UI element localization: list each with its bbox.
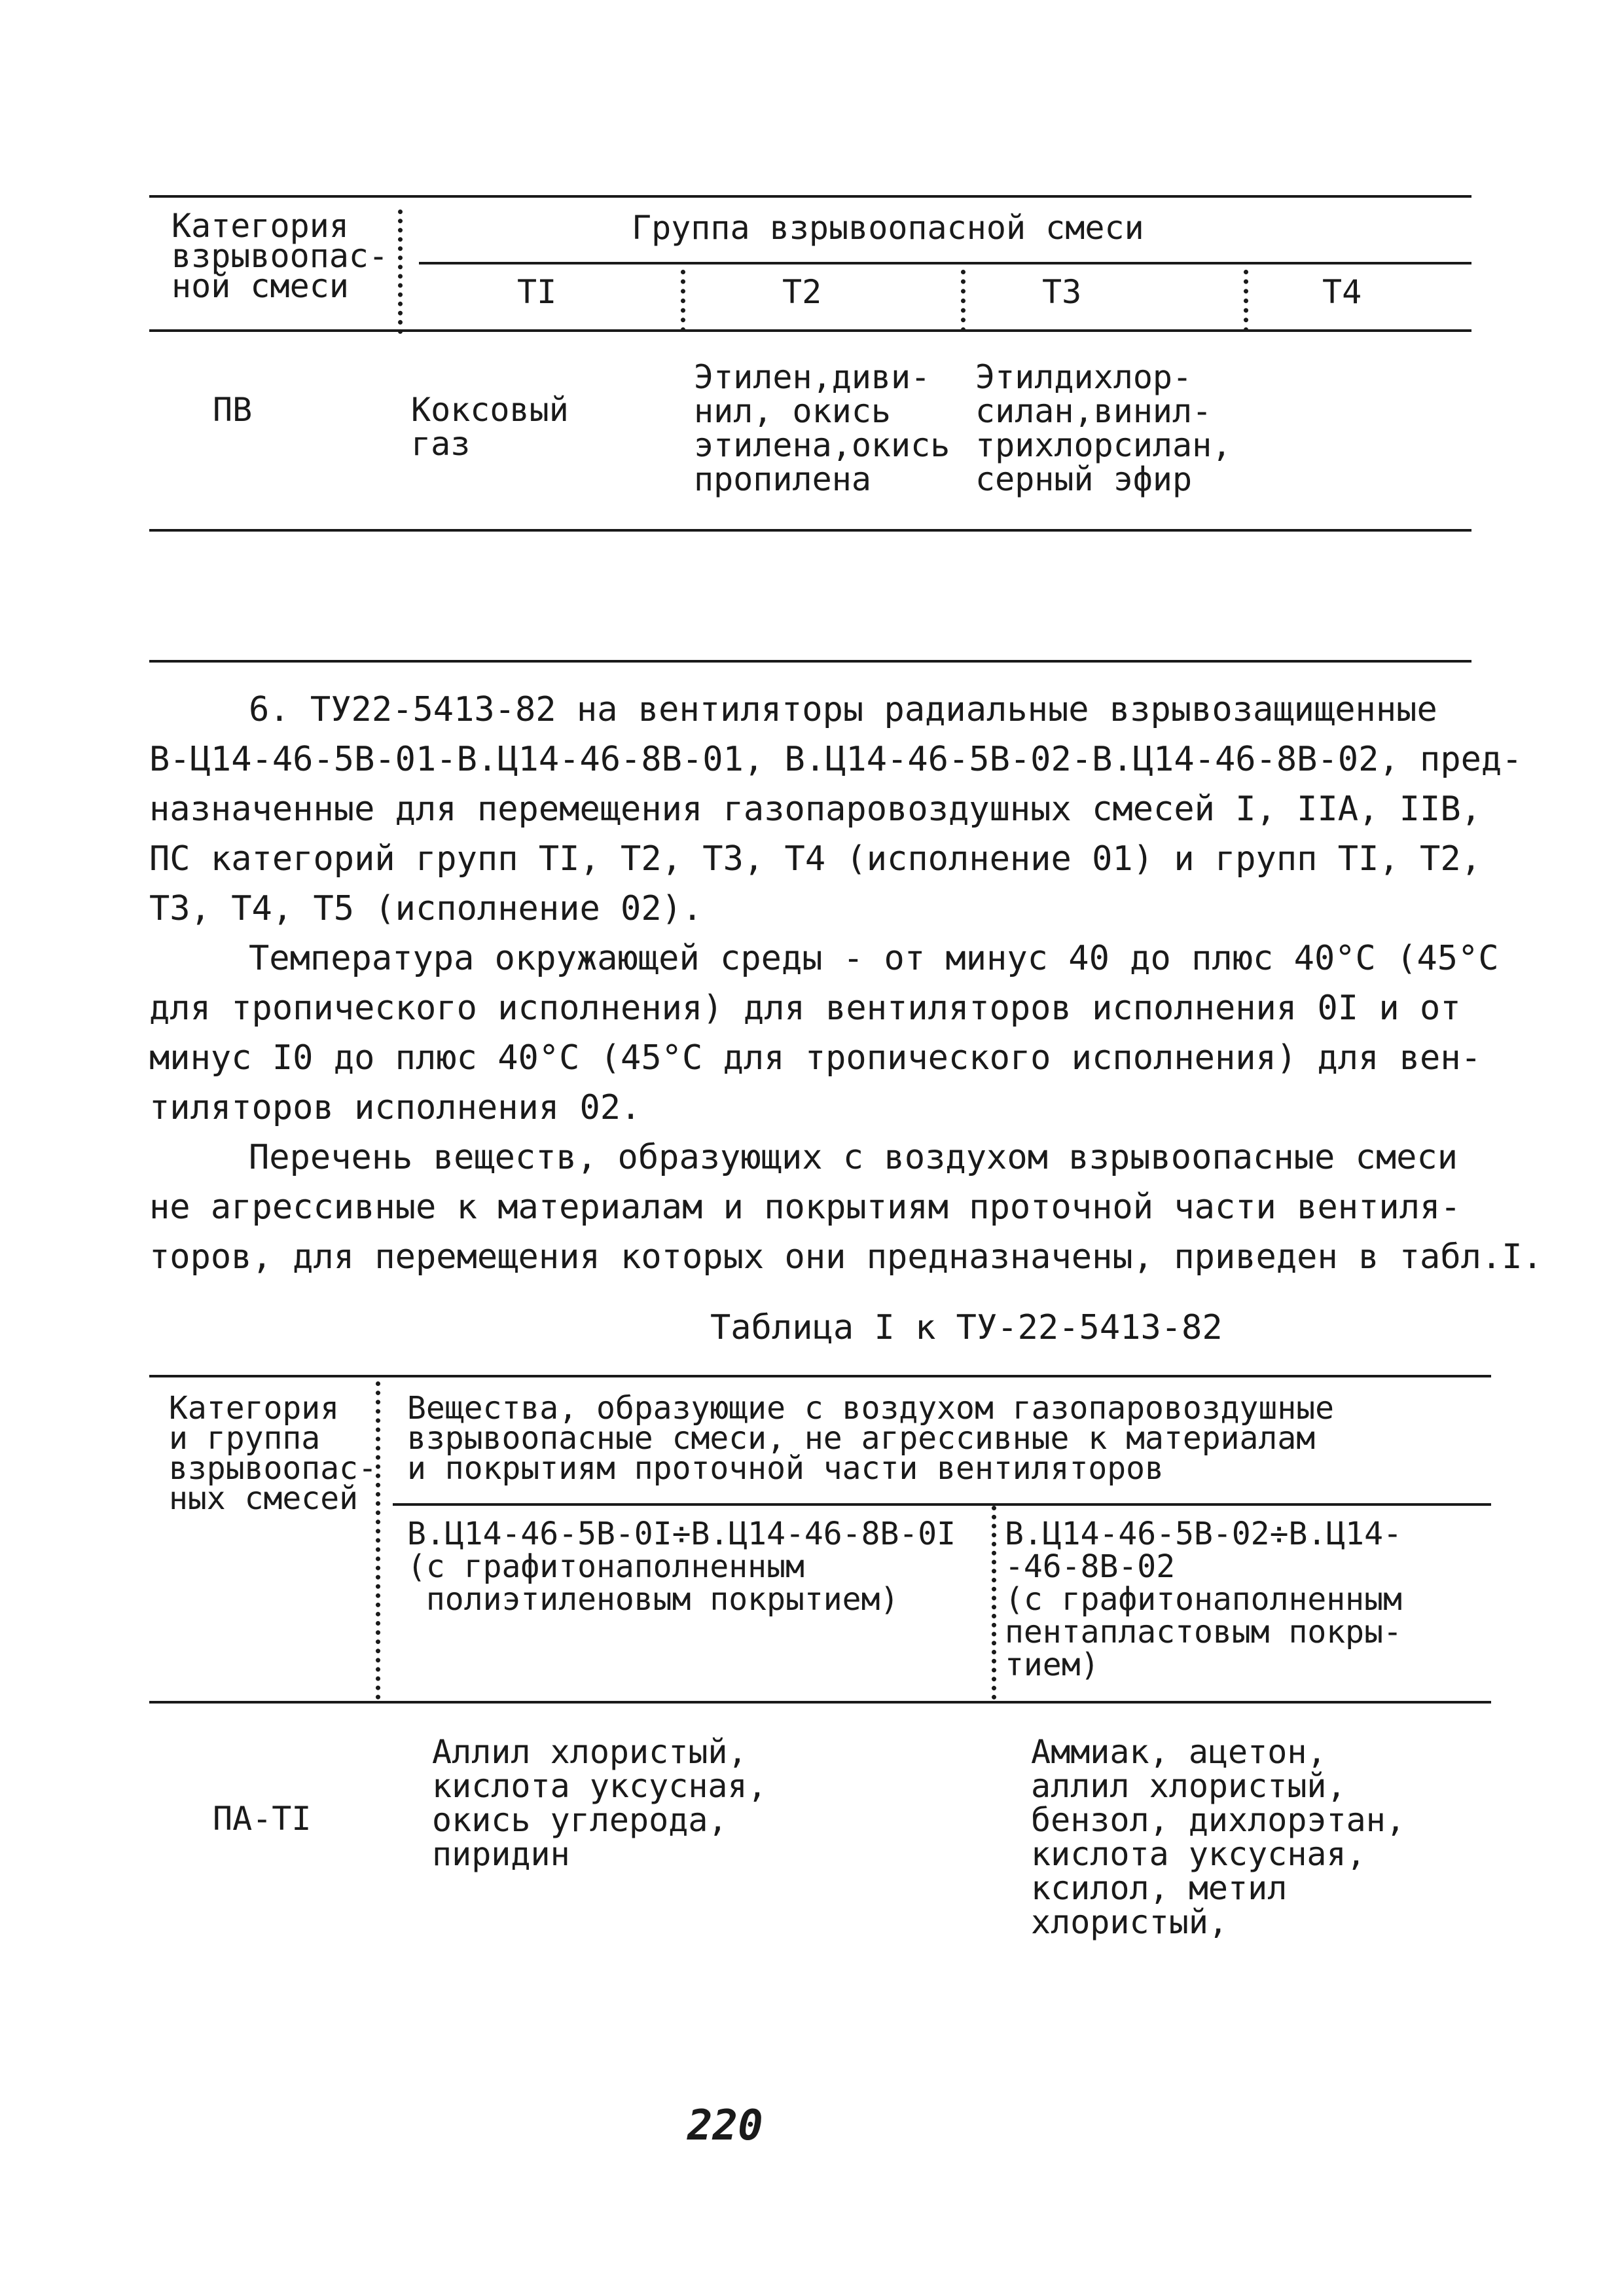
top-table-row-t3: Этилдихлор- силан,винил- трихлорсилан, серный эфир (975, 358, 1232, 498)
table-1-row-col-a: Аллил хлористый, кислота уксусная, окись углерода, пиридин (432, 1733, 767, 1873)
table-1-rule-top (149, 1375, 1491, 1377)
paragraph-substances-line: торов, для перемещения которых они предназначены, приведен в табл.I. (149, 1237, 1543, 1277)
table-1-caption: Таблица I к ТУ-22-5413-82 (710, 1308, 1223, 1347)
top-table-divider-t2-t3 (961, 270, 965, 332)
top-table-header-category: Категория взрывоопас- ной смеси (171, 207, 389, 305)
top-table-header-t2: T2 (782, 273, 822, 311)
table-1-header-col-a: В.Ц14-46-5В-0I÷В.Ц14-46-8В-0I (с графитонаполненным полиэтиленовым покрытием) (407, 1516, 956, 1618)
paragraph-6-line: ПС категорий групп TI, T2, T3, T4 (исполнение 01) и групп TI, T2, (149, 839, 1481, 879)
top-table-header-group: Группа взрывоопасной смеси (632, 209, 1144, 247)
table-1-row-col-b: Аммиак, ацетон, аллил хлористый, бензол, дихлорэтан, кислота уксусная, ксилол, метил хлористый, (1031, 1733, 1405, 1941)
table-1-header-substances: Вещества, образующие с воздухом газопаровоздушные взрывоопасные смеси, не агрессивные к материалам и покрытиям проточной части вентиляторов (407, 1390, 1335, 1487)
top-table-row-t1: Коксовый газ (411, 391, 569, 463)
top-table-rule-top (149, 195, 1471, 198)
top-table-header-t4: T4 (1322, 273, 1362, 311)
top-table-header-t1: TI (517, 273, 557, 311)
table-1-row-category: ПА-TI (213, 1800, 312, 1838)
section-separator-rule (149, 660, 1471, 663)
top-table-rule-header-bottom (149, 329, 1471, 332)
paragraph-6-line: назначенные для перемещения газопаровоздушных смесей I, IIA, IIB, (149, 790, 1481, 829)
paragraph-6-line: T3, T4, T5 (исполнение 02). (149, 889, 703, 928)
paragraph-temperature-line: Температура окружающей среды - от минус 40 до плюс 40°C (45°C (249, 939, 1499, 978)
table-1-header-category: Категория и группа взрывоопас- ных смесей (169, 1390, 377, 1517)
paragraph-6-line: В-Ц14-46-5В-01-В.Ц14-46-8В-01, В.Ц14-46-5В-02-В.Ц14-46-8В-02, пред- (149, 740, 1523, 779)
paragraph-temperature-line: для тропического исполнения) для вентиляторов исполнения 0I и от (149, 989, 1461, 1028)
top-table-divider-category (398, 210, 403, 334)
page-number: 220 (687, 2102, 763, 2150)
top-table-divider-t3-t4 (1244, 270, 1248, 332)
top-table-rule-bottom (149, 529, 1471, 532)
top-table-divider-t1-t2 (681, 270, 685, 332)
paragraph-substances-line: не агрессивные к материалам и покрытиям проточной части вентиля- (149, 1188, 1461, 1227)
paragraph-temperature-line: тиляторов исполнения 02. (149, 1088, 641, 1127)
top-table-row-t2: Этилен,диви- нил, окись этилена,окись пропилена (694, 358, 950, 498)
table-1-rule-header-split (393, 1503, 1491, 1506)
table-1-divider-columns (992, 1506, 996, 1700)
top-table-row-category: ПВ (213, 391, 253, 429)
paragraph-temperature-line: минус I0 до плюс 40°C (45°C для тропического исполнения) для вен- (149, 1038, 1481, 1078)
table-1-rule-header-bottom (149, 1701, 1491, 1704)
paragraph-6-line: 6. ТУ22-5413-82 на вентиляторы радиальные взрывозащищенные (249, 690, 1437, 729)
table-1-header-col-b: В.Ц14-46-5В-02÷В.Ц14- -46-8В-02 (с графитонаполненным пентапластовым покры- тием) (1005, 1516, 1402, 1683)
top-table-rule-header-split (419, 262, 1471, 264)
paragraph-substances-line: Перечень веществ, образующих с воздухом взрывоопасные смеси (249, 1138, 1458, 1177)
top-table-header-t3: T3 (1042, 273, 1082, 311)
